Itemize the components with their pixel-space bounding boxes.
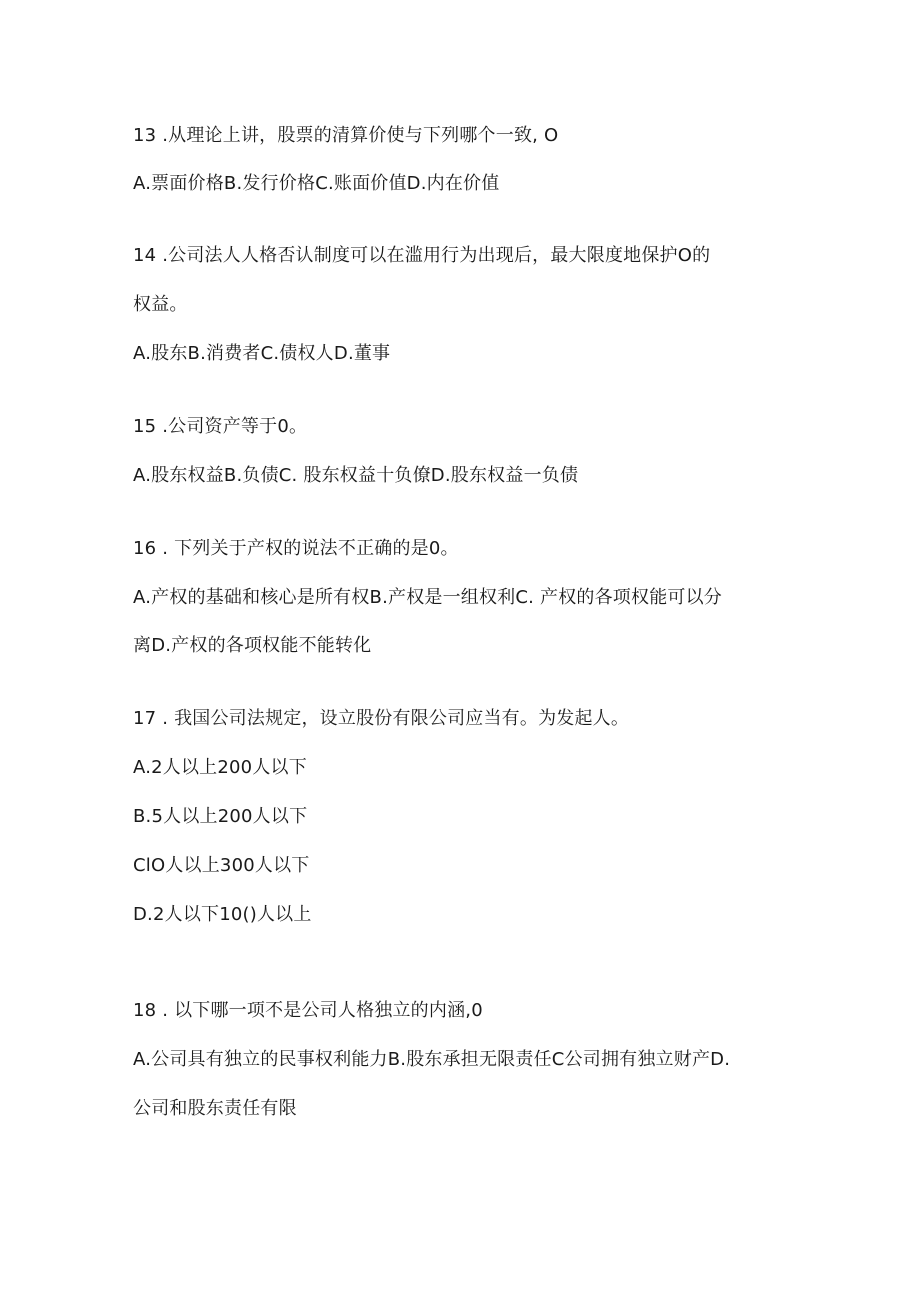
question-15-options: A.股东权益B.负债C. 股东权益十负僚D.股东权益一负债: [133, 465, 579, 486]
question-17-stem: 17 . 我国公司法规定，设立股份有限公司应当有。为发起人。: [133, 708, 630, 729]
question-16-stem: 16 . 下列关于产权的说法不正确的是0。: [133, 538, 459, 559]
question-18-options: A.公司具有独立的民事权利能力B.股东承担无限责任C公司拥有独立财产D.: [133, 1049, 731, 1070]
question-13-stem: 13 .从理论上讲，股票的清算价使与下列哪个一致, O: [133, 125, 559, 146]
question-17-option-c: ClO人以上300人以下: [133, 855, 310, 876]
question-18-stem: 18 . 以下哪一项不是公司人格独立的内涵,0: [133, 1000, 483, 1021]
question-14-options: A.股东B.消费者C.债权人D.董事: [133, 343, 391, 364]
question-14-stem-continued: 权益。: [133, 294, 188, 315]
question-15-stem: 15 .公司资产等于0。: [133, 416, 308, 437]
question-13-options: A.票面价格B.发行价格C.账面价值D.内在价值: [133, 173, 500, 194]
question-18-options-continued: 公司和股东责任有限: [133, 1098, 297, 1119]
question-17-option-a: A.2人以上200人以下: [133, 757, 307, 778]
question-14-stem: 14 .公司法人人格否认制度可以在滥用行为出现后，最大限度地保护O的: [133, 245, 711, 266]
question-17-option-d: D.2人以下10()人以上: [133, 904, 312, 925]
question-17-option-b: B.5人以上200人以下: [133, 806, 308, 827]
question-16-options-continued: 离D.产权的各项权能不能转化: [133, 635, 372, 656]
question-16-options: A.产权的基础和核心是所有权B.产权是一组权利C. 产权的各项权能可以分: [133, 587, 722, 608]
